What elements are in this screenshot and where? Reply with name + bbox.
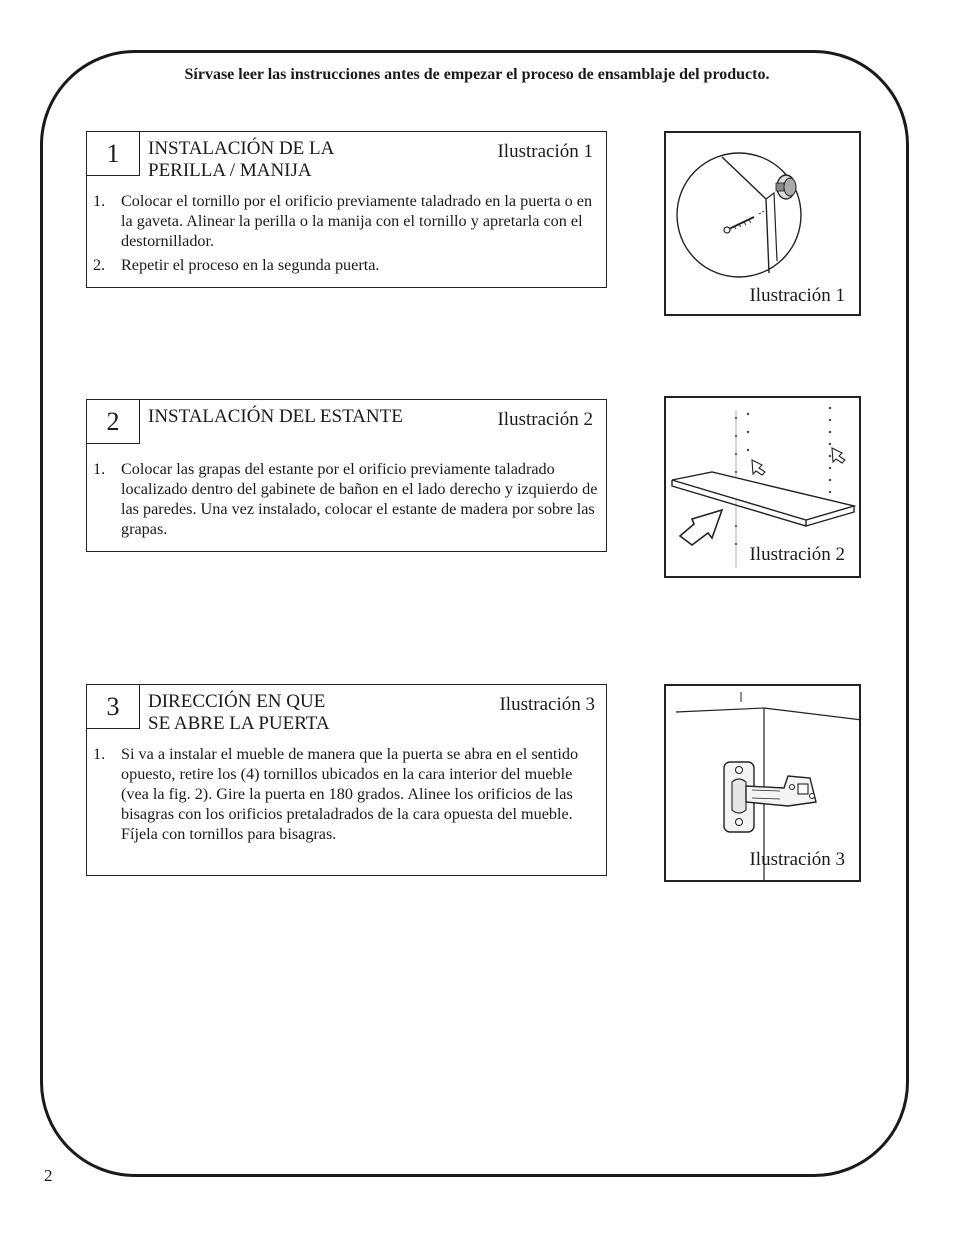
page-number: 2 [44, 1166, 53, 1185]
item-number: 1. [93, 460, 106, 478]
figure-3 [664, 684, 861, 882]
list-item [93, 255, 598, 275]
figure-2 [664, 396, 861, 578]
figure-1 [664, 131, 861, 316]
figure-caption: Ilustración 3 [749, 849, 845, 870]
item-number: 2. [93, 256, 106, 274]
step-title [148, 138, 334, 182]
instructions-list [93, 191, 598, 279]
list-item [93, 191, 598, 251]
illustration-ref: Ilustración 2 [497, 409, 593, 430]
item-text: Repetir el proceso en la segunda puerta. [121, 256, 380, 274]
step-title-line2: SE ABRE LA PUERTA [148, 713, 330, 734]
step-number: 2 [87, 400, 140, 444]
list-item [93, 459, 598, 539]
step-title-line1: INSTALACIÓN DE LA [148, 138, 335, 159]
item-text: Si va a instalar el mueble de manera que la puerta se abra en el sentido opuesto, retire los (4) tornillos ubicados en la cara interior del mueble (vea la fig. 2). Gire la puerta en 180 grados. Alinee los orificios de las bisagras con los orificios pretaladrados de la cara opuesta del mueble. Fíjela con tornillos para bisagras. [121, 745, 579, 843]
step-title-line2: PERILLA / MANIJA [148, 160, 312, 181]
step-title-line1: DIRECCIÓN EN QUE [148, 691, 326, 712]
figure-caption: Ilustración 1 [749, 285, 845, 306]
step-2-box [86, 399, 607, 552]
step-title-line1: INSTALACIÓN DEL ESTANTE [148, 406, 403, 427]
instructions-list [93, 744, 598, 848]
instructions-list [93, 459, 598, 543]
step-number: 1 [87, 132, 140, 176]
item-number: 1. [93, 192, 106, 210]
step-1-box [86, 131, 607, 288]
illustration-ref: Ilustración 1 [497, 141, 593, 162]
item-text: Colocar las grapas del estante por el orificio previamente taladrado localizado dentro del gabinete de bañon en el lado derecho y izquierdo de las paredes. Una vez instalado, colocar el estante de madera por sobre las grapas. [121, 460, 598, 538]
step-number: 3 [87, 685, 140, 729]
item-text: Colocar el tornillo por el orificio previamente taladrado en la puerta o en la gaveta. Alinear la perilla o la manija con el tornillo y apretarla con el destornillador. [121, 192, 593, 250]
intro-text: Sírvase leer las instrucciones antes de empezar el proceso de ensamblaje del producto. [184, 66, 770, 83]
item-number: 1. [93, 745, 106, 763]
list-item [93, 744, 598, 844]
step-title [148, 406, 403, 428]
figure-caption: Ilustración 2 [749, 544, 845, 565]
step-3-box [86, 684, 607, 876]
illustration-ref: Ilustración 3 [499, 694, 595, 715]
step-title [148, 691, 330, 735]
